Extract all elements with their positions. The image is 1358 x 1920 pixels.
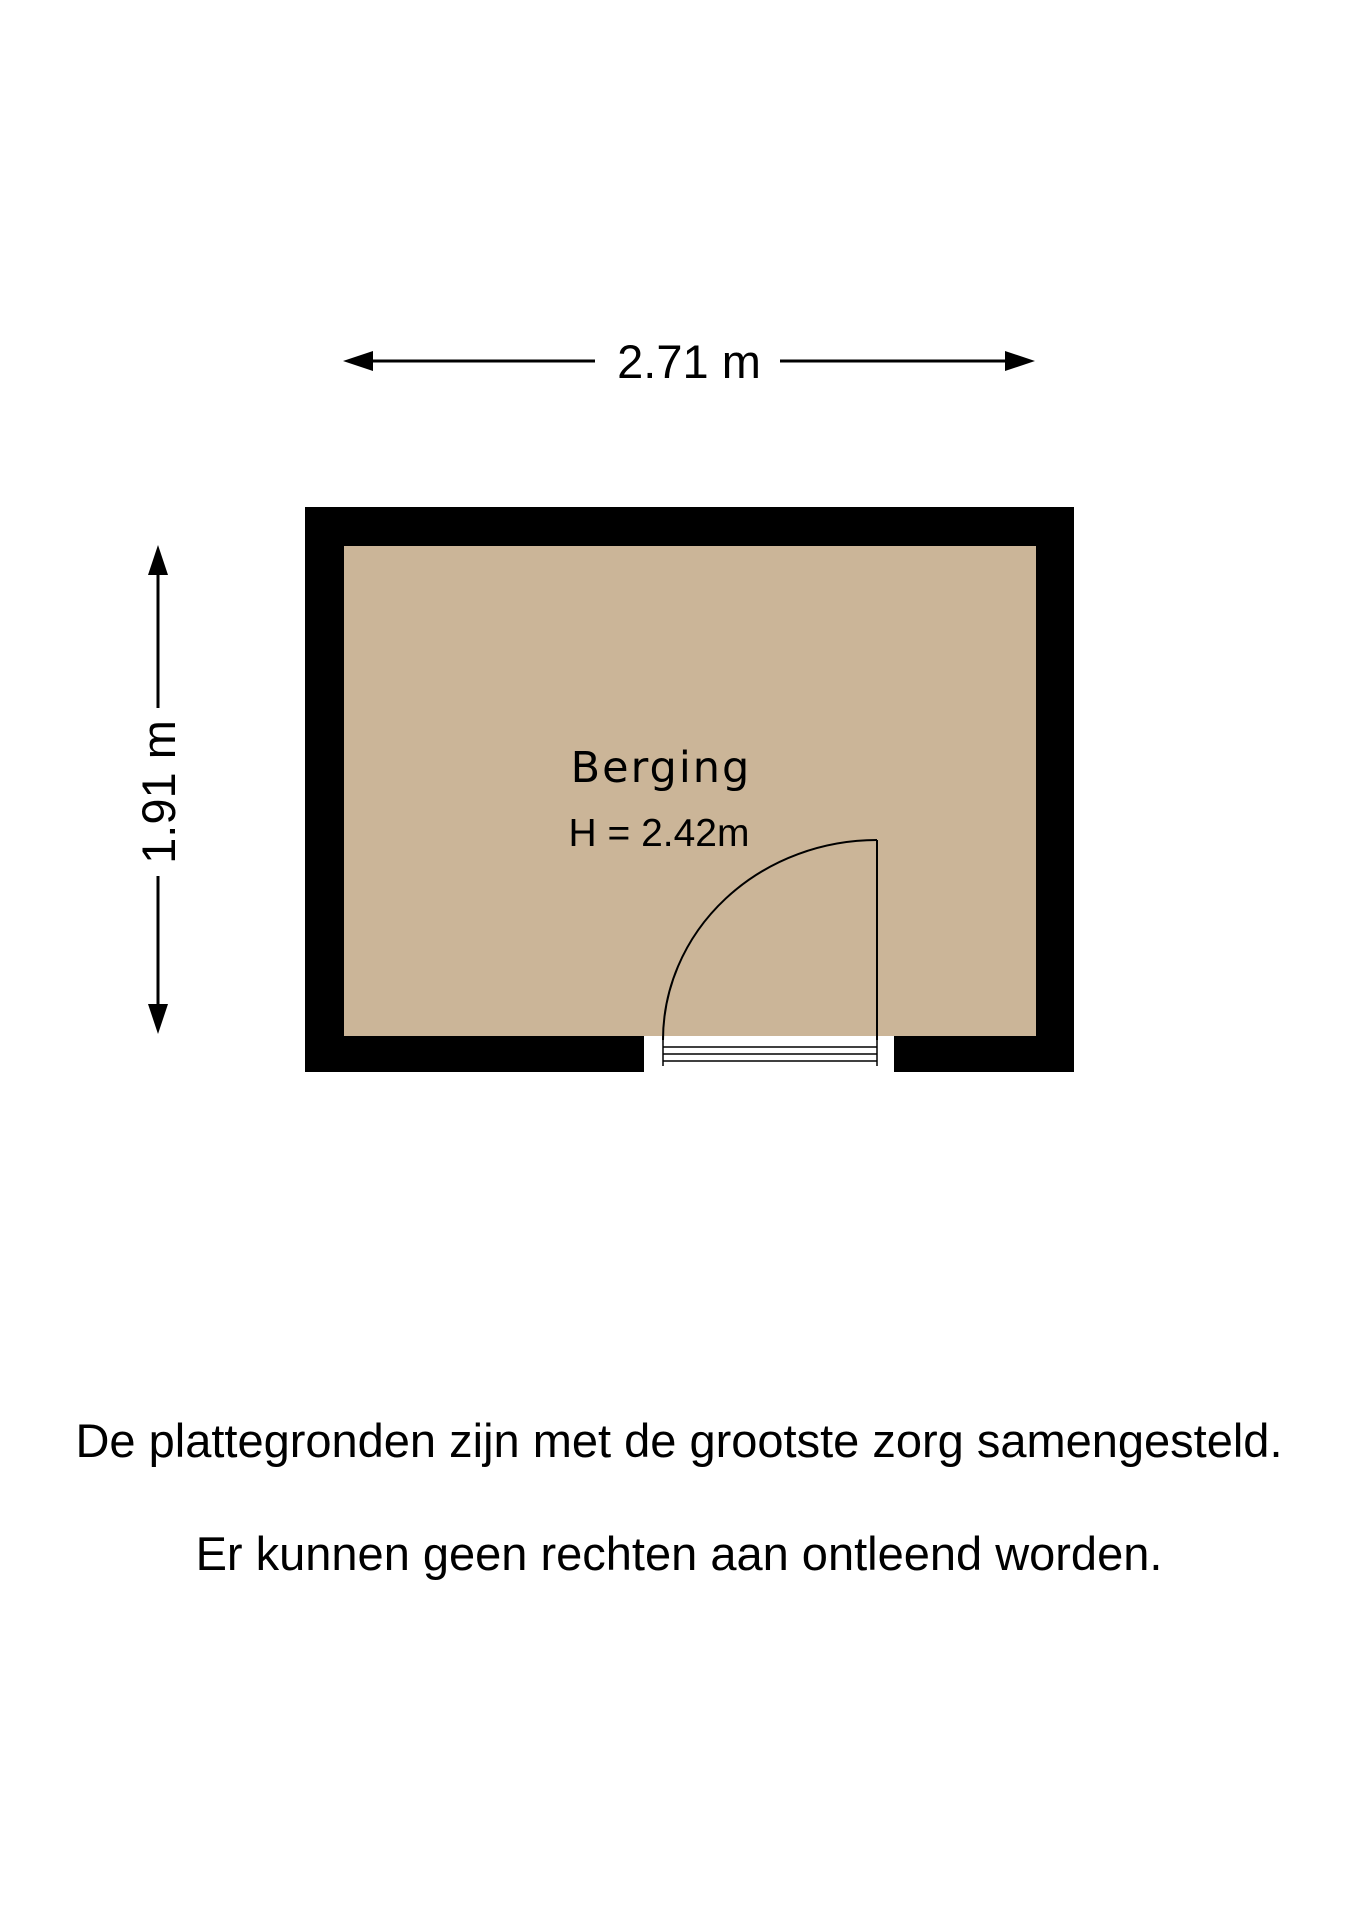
arrowhead-left-icon: [343, 351, 373, 371]
disclaimer-line-1: De plattegronden zijn met de grootste zorg samengesteld.: [75, 1414, 1283, 1467]
depth-dimension-label: 1.91 m: [132, 720, 185, 864]
arrowhead-right-icon: [1005, 351, 1035, 371]
arrowhead-down-icon: [148, 1004, 168, 1034]
room-name-label: Berging: [570, 743, 752, 793]
room-height-label: H = 2.42m: [568, 812, 750, 855]
disclaimer-line-2: Er kunnen geen rechten aan ontleend worden.: [195, 1527, 1163, 1580]
room-berging: [305, 507, 1074, 1072]
arrowhead-up-icon: [148, 545, 168, 575]
width-dimension-label: 2.71 m: [617, 335, 761, 388]
depth-dimension: [132, 545, 185, 1034]
width-dimension: [343, 335, 1035, 388]
